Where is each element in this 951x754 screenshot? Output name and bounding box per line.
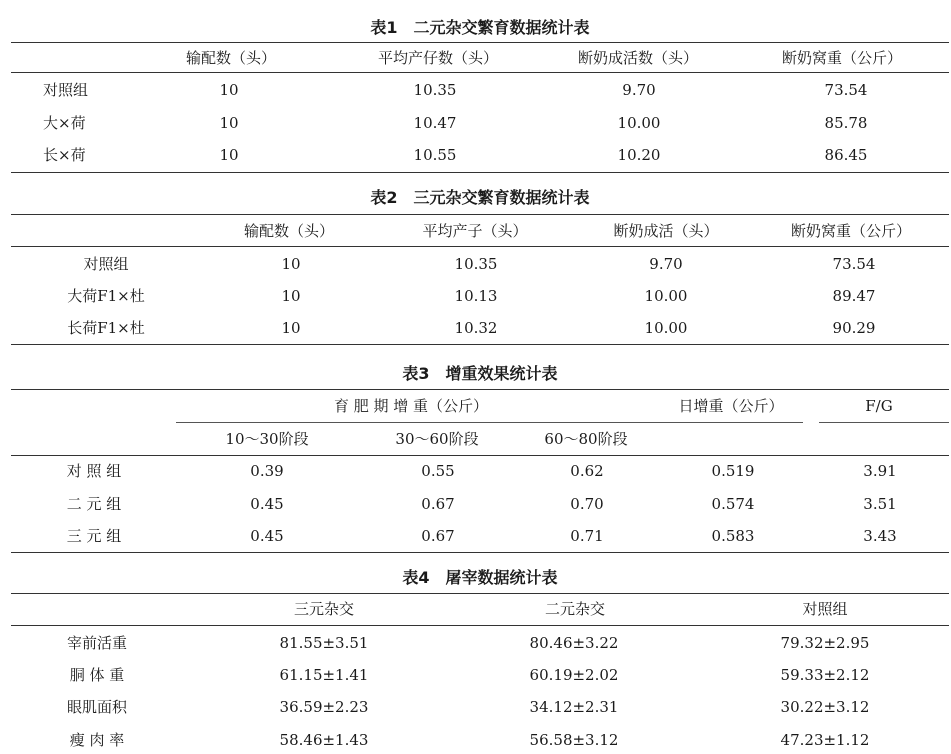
table-cell: 85.78 bbox=[824, 114, 868, 132]
table-3-bottom-rule bbox=[11, 552, 949, 553]
table-2-bottom-rule bbox=[11, 344, 949, 345]
table-cell: 60.19±2.02 bbox=[529, 666, 619, 684]
table-2-top-rule bbox=[11, 214, 949, 215]
table-cell: 86.45 bbox=[824, 146, 868, 164]
table-cell: 10.35 bbox=[413, 81, 457, 99]
row-label: 长×荷 bbox=[43, 146, 86, 164]
table-1-header-rule bbox=[11, 72, 949, 73]
table-cell: 58.46±1.43 bbox=[279, 731, 369, 749]
table-cell: 10 bbox=[281, 255, 301, 273]
row-label: 眼肌面积 bbox=[66, 698, 128, 716]
table-cell: 0.45 bbox=[250, 495, 284, 513]
table-cell: 0.583 bbox=[711, 527, 755, 545]
table-cell: 10 bbox=[219, 81, 239, 99]
table-2-header: 平均产子（头） bbox=[422, 222, 528, 240]
table-cell: 0.71 bbox=[570, 527, 604, 545]
table-cell: 0.45 bbox=[250, 527, 284, 545]
row-label: 宰前活重 bbox=[66, 634, 128, 652]
table-1-header: 平均产仔数（头） bbox=[377, 49, 499, 67]
table-cell: 10.35 bbox=[454, 255, 498, 273]
table-3-sub-header: 60～80阶段 bbox=[544, 430, 628, 448]
table-3-group-header: 育 肥 期 增 重（公斤） bbox=[333, 397, 489, 415]
table-cell: 73.54 bbox=[824, 81, 868, 99]
table-2-header: 输配数（头） bbox=[243, 222, 335, 240]
table-3-group-rule bbox=[176, 422, 803, 423]
table-3-title: 表3 增重效果统计表 bbox=[402, 364, 558, 383]
table-cell: 10.00 bbox=[644, 319, 688, 337]
table-cell: 47.23±1.12 bbox=[780, 731, 870, 749]
table-4-title: 表4 屠宰数据统计表 bbox=[402, 568, 558, 587]
table-cell: 10.13 bbox=[454, 287, 498, 305]
table-cell: 0.39 bbox=[250, 462, 284, 480]
table-1-header: 输配数（头） bbox=[185, 49, 277, 67]
table-cell: 10.20 bbox=[617, 146, 661, 164]
row-label: 三 元 组 bbox=[66, 527, 122, 545]
table-4-header: 对照组 bbox=[802, 600, 848, 618]
table-cell: 3.91 bbox=[863, 462, 897, 480]
row-label: 大荷F1×杜 bbox=[67, 287, 145, 305]
table-cell: 0.519 bbox=[711, 462, 755, 480]
table-cell: 59.33±2.12 bbox=[780, 666, 870, 684]
table-4-top-rule bbox=[11, 593, 949, 594]
table-3-sub-header: 30～60阶段 bbox=[395, 430, 479, 448]
row-label: 对照组 bbox=[43, 81, 89, 99]
table-3-header-rule bbox=[11, 455, 949, 456]
table-cell: 81.55±3.51 bbox=[279, 634, 369, 652]
table-1-header: 断奶窝重（公斤） bbox=[781, 49, 903, 67]
table-cell: 10 bbox=[281, 287, 301, 305]
row-label: 对照组 bbox=[83, 255, 129, 273]
table-cell: 9.70 bbox=[649, 255, 683, 273]
table-4-header: 二元杂交 bbox=[544, 600, 606, 618]
table-cell: 0.55 bbox=[421, 462, 455, 480]
table-cell: 73.54 bbox=[832, 255, 876, 273]
table-cell: 0.574 bbox=[711, 495, 755, 513]
row-label: 瘦 肉 率 bbox=[69, 731, 125, 749]
row-label: 大×荷 bbox=[43, 114, 86, 132]
table-3-sub-header: 10～30阶段 bbox=[225, 430, 309, 448]
table-cell: 36.59±2.23 bbox=[279, 698, 369, 716]
table-3-fg-rule bbox=[819, 422, 949, 423]
table-cell: 34.12±2.31 bbox=[529, 698, 619, 716]
table-cell: 10.32 bbox=[454, 319, 498, 337]
table-cell: 10 bbox=[219, 146, 239, 164]
table-cell: 0.67 bbox=[421, 527, 455, 545]
table-3-daily-gain-header: 日增重（公斤） bbox=[678, 397, 784, 415]
table-cell: 3.43 bbox=[863, 527, 897, 545]
row-label: 胴 体 重 bbox=[69, 666, 125, 684]
table-3-fg-header: F/G bbox=[865, 397, 893, 415]
table-cell: 10.55 bbox=[413, 146, 457, 164]
table-cell: 0.67 bbox=[421, 495, 455, 513]
table-cell: 79.32±2.95 bbox=[780, 634, 870, 652]
table-cell: 30.22±3.12 bbox=[780, 698, 870, 716]
table-cell: 9.70 bbox=[622, 81, 656, 99]
table-4-header: 三元杂交 bbox=[293, 600, 355, 618]
table-4-header-rule bbox=[11, 625, 949, 626]
table-2-header: 断奶窝重（公斤） bbox=[790, 222, 912, 240]
table-cell: 61.15±1.41 bbox=[279, 666, 369, 684]
table-2-header-rule bbox=[11, 246, 949, 247]
row-label: 长荷F1×杜 bbox=[67, 319, 145, 337]
table-cell: 89.47 bbox=[832, 287, 876, 305]
table-cell: 90.29 bbox=[832, 319, 876, 337]
table-cell: 0.70 bbox=[570, 495, 604, 513]
table-cell: 0.62 bbox=[570, 462, 604, 480]
table-1-header: 断奶成活数（头） bbox=[577, 49, 699, 67]
table-1-top-rule bbox=[11, 42, 949, 43]
table-1-bottom-rule bbox=[11, 172, 949, 173]
table-cell: 10 bbox=[219, 114, 239, 132]
table-2-header: 断奶成活（头） bbox=[613, 222, 719, 240]
table-1-title: 表1 二元杂交繁育数据统计表 bbox=[370, 18, 590, 37]
table-2-title: 表2 三元杂交繁育数据统计表 bbox=[370, 188, 590, 207]
table-cell: 10 bbox=[281, 319, 301, 337]
table-cell: 10.00 bbox=[617, 114, 661, 132]
table-cell: 80.46±3.22 bbox=[529, 634, 619, 652]
table-cell: 3.51 bbox=[863, 495, 897, 513]
table-cell: 10.47 bbox=[413, 114, 457, 132]
table-cell: 56.58±3.12 bbox=[529, 731, 619, 749]
row-label: 二 元 组 bbox=[66, 495, 122, 513]
table-cell: 10.00 bbox=[644, 287, 688, 305]
row-label: 对 照 组 bbox=[66, 462, 122, 480]
table-3-top-rule bbox=[11, 389, 949, 390]
